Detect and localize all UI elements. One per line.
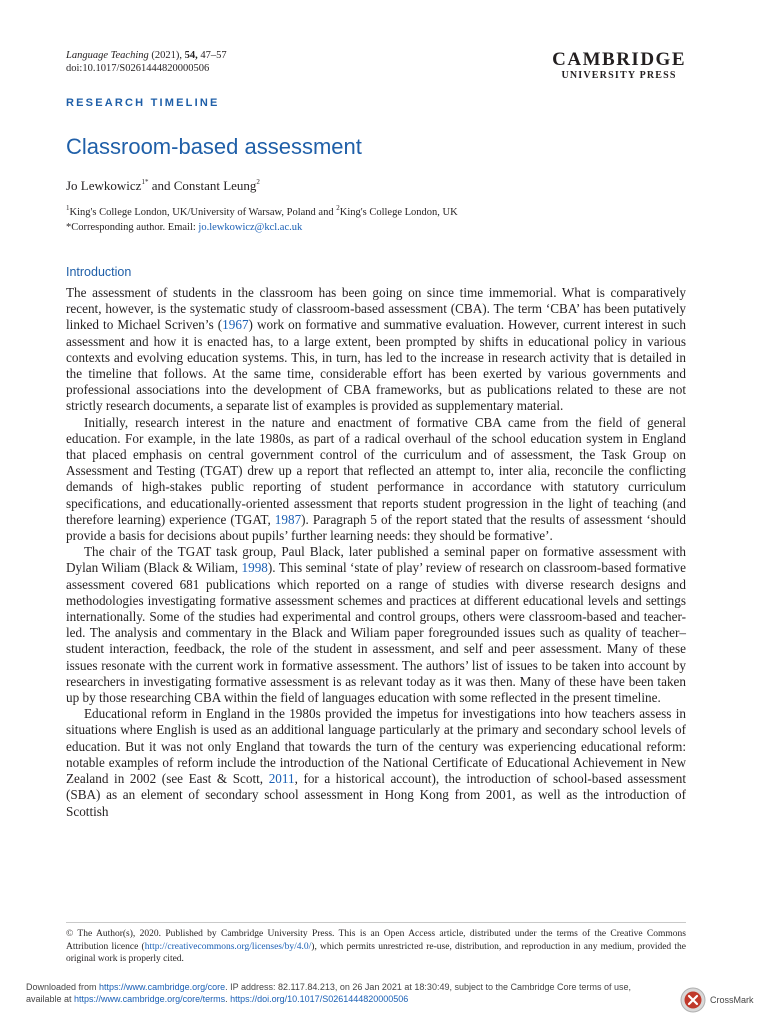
affil-1: King's College London, UK/University of Warsaw, Poland and [69, 207, 337, 218]
p4-text-b: , for a historical account), the introduction of school-based assessment (SBA) as an element of secondary school assessment in Hong Kong from 2001, as well as the introduction of Scottish [66, 771, 686, 819]
affil-2: King's College London, UK [339, 207, 458, 218]
p2-text-b: ). Paragraph 5 of the report stated that the results of assessment ‘should provide a basis for decisions about pupils’ further learning needs: they should be formative’. [66, 511, 686, 544]
author-2-marker: 2 [256, 177, 260, 186]
paragraph-2 [66, 415, 686, 545]
terms-link[interactable]: https://www.cambridge.org/core/terms [74, 993, 226, 1004]
author-line [66, 178, 260, 194]
crossmark-icon [680, 987, 706, 1013]
publisher-logo [552, 50, 686, 82]
affil-marker-1: 1 [66, 203, 70, 212]
license-note [66, 928, 686, 966]
license-text-a: © The Author(s), 2020. Published by Cambridge University Press. This is an Open Access article, distributed under the terms of the Creative Commons Attribution licence ( [66, 929, 686, 952]
doi-link[interactable]: https://doi.org/10.1017/S0261444820000506 [230, 993, 409, 1004]
p1-text-a: The assessment of students in the classroom has been going on since time immemorial. What is comparatively recent, however, is the systematic study of classroom-based assessment (CBA). The term ‘CBA’ has been putatively linked to Michael Scriven’s ( [66, 285, 686, 333]
author-email-link[interactable]: jo.lewkowicz@kcl.ac.uk [198, 222, 303, 233]
license-link[interactable]: http://creativecommons.org/licenses/by/4.0/ [144, 941, 312, 952]
download-text-b: . IP address: 82.117.84.213, on 26 Jan 2021 at 18:30:49, subject to the Cambridge Core terms of use, available at [26, 982, 632, 1004]
journal-pages: 47–57 [200, 50, 227, 61]
article-title: Classroom-based assessment [66, 134, 362, 159]
p3-text-a: The chair of the TGAT task group, Paul Black, later published a seminal paper on formative assessment with Dylan Wiliam (Black & Wiliam, [66, 544, 686, 576]
introduction-heading: Introduction [66, 265, 132, 279]
author-1-marker: 1* [141, 177, 149, 186]
author-2: Constant Leung [173, 178, 257, 193]
corresponding-label: *Corresponding author. Email: [66, 222, 199, 233]
journal-name: Language Teaching [66, 50, 149, 61]
crossmark-label: CrossMark [710, 995, 754, 1005]
author-conjunction: and [148, 178, 174, 193]
download-notice [26, 982, 666, 1005]
article-body [66, 285, 686, 820]
section-label: RESEARCH TIMELINE [66, 97, 220, 109]
license-text-b: ), which permits unrestricted re-use, distribution, and reproduction in any medium, provided the original work is properly cited. [66, 941, 686, 964]
citation-link-2011[interactable]: 2011 [268, 771, 295, 787]
footnote-divider [66, 922, 686, 923]
paragraph-1 [66, 285, 686, 415]
p2-text-a: Initially, research interest in the nature and enactment of formative CBA came from the field of general education. For example, in the late 1980s, as part of a radical overhaul of the school education system in England that placed emphasis on central government control of the curriculum and of assessment, the Task Group on Assessment and Testing (TGAT) drew up a report that reflected an attempt to, inter alia, reconcile the conflicting demands of high-stakes public reporting of student performance in accordance with statutory curriculum specifications, and educationally-oriented assessment that reports student progression in the light of teaching (and therefore learning) experience (TGAT, [66, 414, 686, 527]
journal-volume: 54, [184, 50, 198, 61]
p1-text-b: ) work on formative and summative evaluation. However, current interest in such assessment and how it is enacted has, to a large extent, been prompted by shifts in educational policy in various contexts and evolving education systems. This, in turn, has led to the increase in research activity that is detailed in the timeline that follows. At the same time, considerable effort has been exerted by various governments and professional associations into the development of CBA frameworks, but as publications related to these are not strictly research documents, a separate list of examples is provided as supplementary material. [66, 317, 686, 414]
publisher-subname: UNIVERSITY PRESS [561, 70, 677, 81]
affiliations [66, 205, 458, 235]
journal-year: (2021), [151, 50, 182, 61]
publisher-name: CAMBRIDGE [552, 49, 686, 70]
paragraph-3 [66, 544, 686, 706]
crossmark-badge[interactable] [680, 987, 754, 1013]
citation-link-1967[interactable]: 1967 [222, 317, 249, 333]
p4-text-a: Educational reform in England in the 1980s provided the impetus for investigations into how teachers assess in situations where English is used as an additional language particularly at the primary and secondary school levels of education. But it was not only England that towards the turn of the century was experiencing educational reform: notable examples of reform include the introduction of the National Certificate of Educational Achievement in New Zealand in 2002 (see East & Scott, [66, 706, 686, 787]
download-text-a: Downloaded from [26, 982, 100, 992]
paragraph-4 [66, 706, 686, 819]
affil-marker-2: 2 [336, 203, 340, 212]
download-text-c: . [225, 993, 231, 1004]
p3-text-b: ). This seminal ‘state of play’ review of research on classroom-based formative assessment covered 681 publications which reported on a range of studies with diverse research designs and methodologies investigating formative assessment schemes and practices at different educational levels and settings internationally. Some of the studies had experimental and control groups, others were classroom-based and teacher-led. The analysis and commentary in the Black and Wiliam paper foregrounded issues such as quality of teacher–student interaction, feedback, the role of the student in assessment, and self and peer assessment. Many of these issues resonate with the current work in formative assessment. The authors’ list of issues to be taken into account by researchers in investigating formative assessment is as relevant today as it was then. Many of these have been taken up by those researching CBA within the field of languages education with some reflected in the present timeline. [66, 560, 687, 706]
citation-link-1998[interactable]: 1998 [241, 560, 268, 576]
citation-link-1987[interactable]: 1987 [274, 511, 302, 527]
journal-doi: doi:10.1017/S0261444820000506 [66, 63, 210, 74]
journal-citation [66, 49, 227, 75]
cambridge-core-link[interactable]: https://www.cambridge.org/core [99, 982, 226, 992]
author-1: Jo Lewkowicz [66, 178, 142, 193]
